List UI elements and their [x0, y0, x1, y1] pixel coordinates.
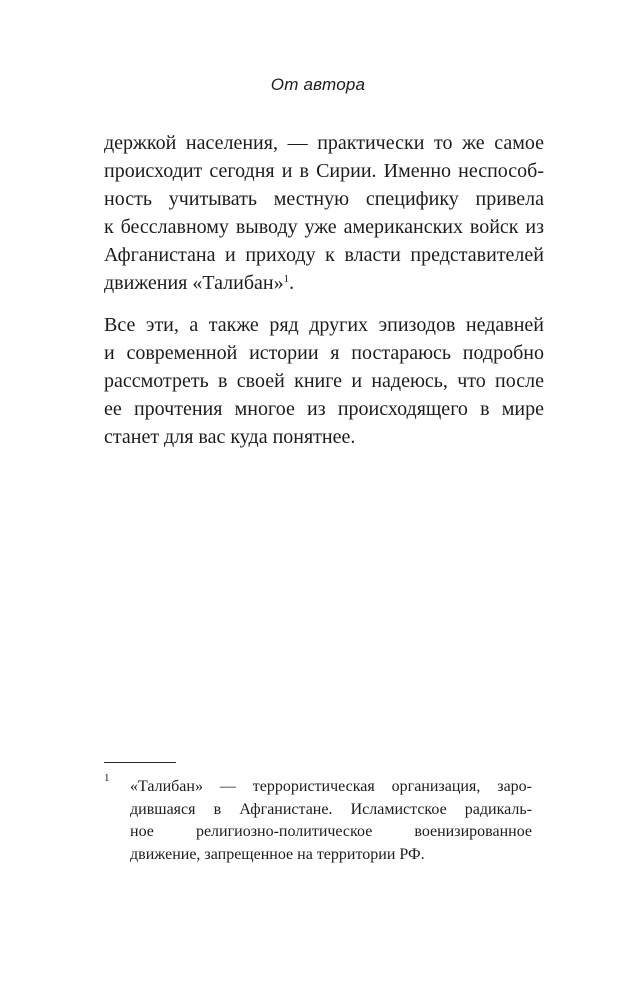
- text-line: рассмотреть в своей книге и надеюсь, что после: [104, 370, 544, 392]
- text-line: происходит сегодня и в Сирии. Именно неспособ-: [104, 160, 544, 182]
- footnote-line: ное религиозно-политическое военизированное: [130, 823, 532, 840]
- text-line: к бесславному выводу уже американских войск из: [104, 216, 544, 238]
- text-line-content: движения «Талибан»: [104, 272, 284, 294]
- paragraph: [104, 129, 544, 297]
- text-line: Афганистана и приходу к власти представителей: [104, 244, 544, 266]
- footnote-reference[interactable]: 1: [283, 273, 290, 286]
- paragraph: [104, 311, 544, 451]
- text-line: станет для вас куда понятнее.: [104, 426, 356, 448]
- footnote-line: дившаяся в Афганистане. Исламистское радикаль-: [130, 800, 532, 818]
- text-line: и современной истории я постараюсь подробно: [104, 342, 544, 364]
- text-line: ее прочтения многое из происходящего в мире: [104, 398, 544, 420]
- footnote-line: «Талибан» — террористическая организация, заро-: [130, 778, 532, 795]
- text-line: держкой населения, — практически то же самое: [104, 132, 544, 154]
- footnote: [130, 776, 532, 866]
- text-line: движения «Талибан»$^1$.: [104, 272, 295, 294]
- running-head: От автора: [270, 75, 366, 94]
- footnote-divider: [104, 762, 176, 763]
- footnote-line: движение, запрещенное на территории РФ.: [130, 845, 425, 863]
- text-line: Все эти, а также ряд других эпизодов недавней: [104, 314, 544, 336]
- text-line: ность учитывать местную специфику привела: [104, 188, 544, 210]
- footnote-marker: 1: [104, 772, 110, 784]
